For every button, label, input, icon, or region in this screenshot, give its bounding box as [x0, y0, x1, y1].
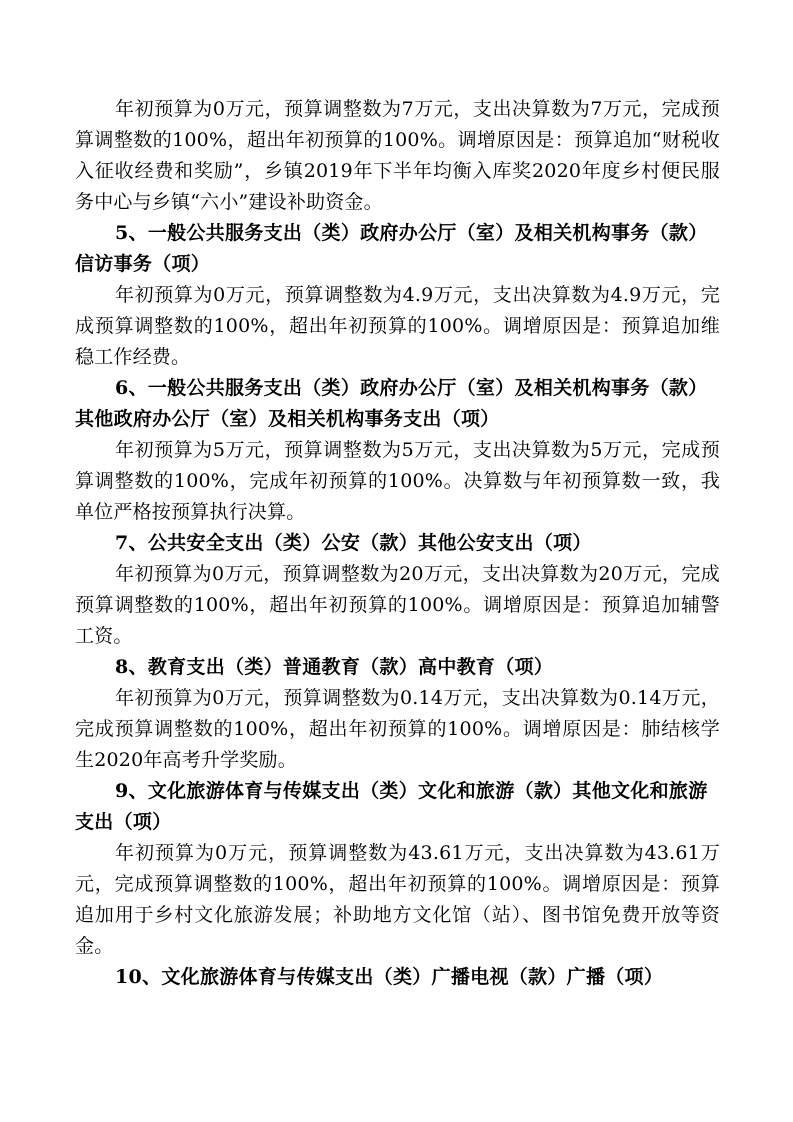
section-heading-5: 5、一般公共服务支出（类）政府办公厅（室）及相关机构事务（款）信访事务（项） — [75, 222, 708, 275]
section-body-8: 年初预算为0万元，预算调整数为0.14万元，支出决算数为0.14万元，完成预算调整数的100%，超出年初预算的100%。调增原因是：肺结核学生2020年高考升学奖励。 — [75, 687, 720, 771]
section-heading-7: 7、公共安全支出（类）公安（款）其他公安支出（项） — [115, 532, 592, 554]
section-body-5: 年初预算为0万元，预算调整数为4.9万元，支出决算数为4.9万元，完成预算调整数的100%，超出年初预算的100%。调增原因是：预算追加维稳工作经费。 — [75, 284, 720, 368]
section-heading-8: 8、教育支出（类）普通教育（款）高中教育（项） — [115, 656, 554, 678]
intro-paragraph: 年初预算为0万元，预算调整数为7万元，支出决算数为7万元，完成预算调整数的100%，超出年初预算的100%。调增原因是：预算追加“财税收入征收经费和奖励”，乡镇2019年下半年均衡入库奖2020年度乡村便民服务中心与乡镇“六小”建设补助资金。 — [75, 98, 720, 213]
section-heading-10: 10、文化旅游体育与传媒支出（类）广播电视（款）广播（项） — [115, 966, 664, 988]
document-body — [75, 94, 720, 993]
section-body-9: 年初预算为0万元，预算调整数为43.61万元，支出决算数为43.61万元，完成预算调整数的100%，超出年初预算的100%。调增原因是：预算追加用于乡村文化旅游发展；补助地方文化馆（站）、图书馆免费开放等资金。 — [75, 842, 720, 957]
section-heading-6: 6、一般公共服务支出（类）政府办公厅（室）及相关机构事务（款）其他政府办公厅（室）及相关机构事务支出（项） — [75, 377, 708, 430]
section-body-6: 年初预算为5万元，预算调整数为5万元，支出决算数为5万元，完成预算调整数的100%，完成年初预算的100%。决算数与年初预算数一致，我单位严格按预算执行决算。 — [75, 439, 720, 523]
section-body-7: 年初预算为0万元，预算调整数为20万元，支出决算数为20万元，完成预算调整数的100%，超出年初预算的100%。调增原因是：预算追加辅警工资。 — [75, 563, 720, 647]
section-heading-9: 9、文化旅游体育与传媒支出（类）文化和旅游（款）其他文化和旅游支出（项） — [75, 780, 708, 833]
